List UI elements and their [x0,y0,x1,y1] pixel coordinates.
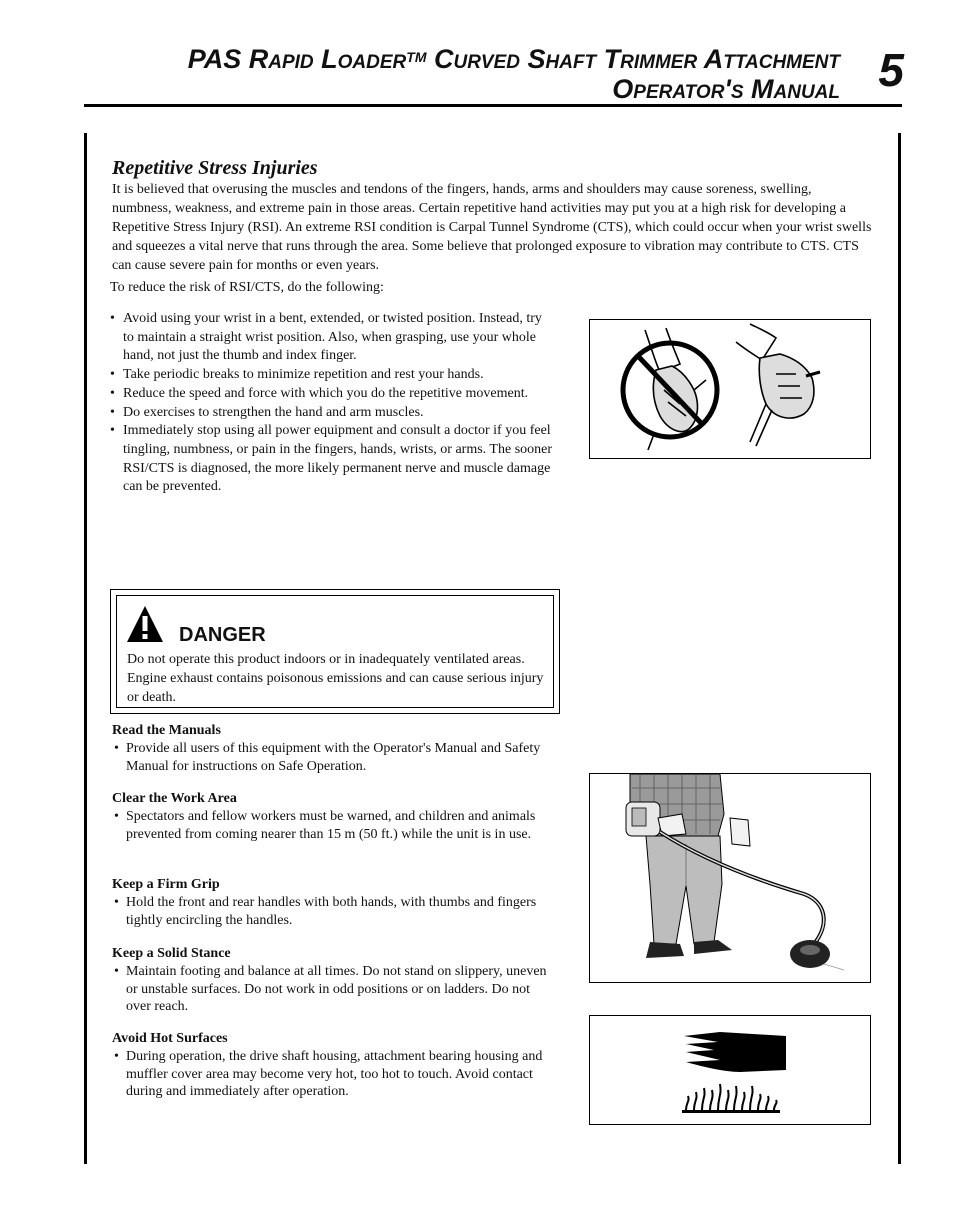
list-item: • Immediately stop using all power equipment and consult a doctor if you feel tingling, numbness, or pain in the fingers, hands, wrists, or arms. The sooner RSI/CTS is diagnosed, the more likely permanent nerve and muscle damage can be prevented. [108,422,554,497]
list-item: • Take periodic breaks to minimize repetition and rest your hands. [108,366,554,385]
hot-surface-illustration [589,1015,871,1125]
wrist-position-illustration [589,319,871,459]
danger-title: DANGER [179,624,266,646]
page-number: 5 [878,44,904,96]
title-product-rest: Curved Shaft Trimmer Attachment [426,44,840,74]
warning-triangle-icon [125,604,165,644]
operator-trimmer-illustration [589,773,871,983]
section-heading-clear-work-area: Clear the Work Area [112,791,237,806]
danger-callout [110,589,560,714]
danger-text: Do not operate this product indoors or in inadequately ventilated areas. Engine exhaust contains poisonous emissions and can cause serious injury or death. [127,652,544,705]
list-item: • Reduce the speed and force with which you do the repetitive movement. [108,385,554,404]
title-line-2: Operator's Manual [612,74,840,104]
rsi-intro-paragraph: It is believed that overusing the muscles and tendons of the fingers, hands, arms and shoulders may cause soreness, swelling, numbness, weakness, and extreme pain in those areas. Certain repetitive hand activities may put you at a high risk for developing a Repetitive Stress Injury (RSI). An extreme RSI condition is Carpal Tunnel Syndrome (CTS), which could occur when your wrist swells and squeezes a vital nerve that runs through the area. Some believe that prolonged exposure to vibration may contribute to CTS. CTS can cause severe pain for months or even years. [112,182,872,273]
title-line-1 [188,44,840,74]
section-heading-firm-grip: Keep a Firm Grip [112,877,220,892]
section-heading-hot-surfaces: Avoid Hot Surfaces [112,1031,228,1046]
danger-inner-border [116,595,554,708]
wrist-illustration-svg [590,320,870,458]
left-margin-rule [84,133,87,1164]
section-heading-read-manuals: Read the Manuals [112,723,221,738]
rsi-reduce-text: To reduce the risk of RSI/CTS, do the following: [110,280,384,295]
section-heading-solid-stance: Keep a Solid Stance [112,946,231,961]
right-margin-rule [898,133,901,1164]
operator-illustration-svg [590,774,870,982]
list-item: • Do exercises to strengthen the hand and arm muscles. [108,404,554,423]
section-body-hot-surfaces: • During operation, the drive shaft housing, attachment bearing housing and muffler cover area may become very hot, too hot to touch. Avoid contact during and immediately after operation. [112,1048,556,1101]
list-item: • Avoid using your wrist in a bent, extended, or twisted position. Instead, try to maintain a straight wrist position. Also, when grasping, use your whole hand, not just the thumb and index finger. [108,310,554,366]
title-product: PAS Rapid Loader [187,44,407,74]
rsi-bullet-list [108,310,554,497]
trademark-mark: TM [406,49,427,65]
rsi-heading: Repetitive Stress Injuries [112,157,318,179]
section-body-solid-stance: • Maintain footing and balance at all times. Do not stand on slippery, uneven or unstable surfaces. Do not work in odd positions or on ladders. Do not over reach. [112,963,556,1016]
hot-surface-svg [590,1016,870,1124]
section-body-read-manuals: • Provide all users of this equipment with the Operator's Manual and Safety Manual for instructions on Safe Operation. [112,740,556,775]
page-title [188,44,840,104]
header-rule [84,104,902,107]
section-body-firm-grip: • Hold the front and rear handles with both hands, with thumbs and fingers tightly encircling the handles. [112,894,556,929]
section-body-clear-work-area: • Spectators and fellow workers must be warned, and children and animals prevented from coming nearer than 15 m (50 ft.) while the unit is in use. [112,808,556,843]
